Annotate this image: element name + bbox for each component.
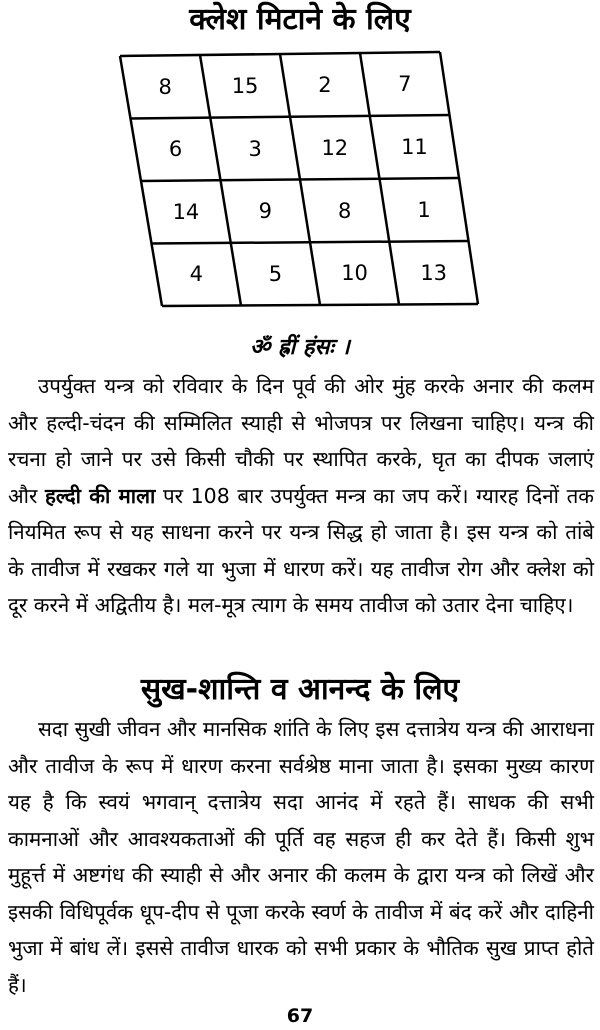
yantra-cell: 5 <box>268 261 283 286</box>
yantra-cell: 15 <box>231 73 259 98</box>
yantra-cell: 11 <box>401 134 428 159</box>
yantra-cell: 9 <box>258 199 272 224</box>
paragraph-klesh-part1: उपर्युक्त यन्त्र को रविवार के दिन पूर्व की ओर मुंह करके अनार की कलम और हल्दी-चंदन की सम्मिलित स्याही से भोजपत्र पर लिखना चाहिए। यन्त्र की रचना हो जाने पर उसे किसी चौकी पर स्थापित करके, घृत का दीपक जलाएं और <box>8 374 594 508</box>
yantra-cell: 12 <box>321 135 349 160</box>
paragraph-klesh-part2: पर 108 बार उपर्युक्त मन्त्र का जप करें। ग्यारह दिनों तक नियमित रूप से यह साधना करने पर यन्त्र सिद्ध हो जाता है। इस यन्त्र को तांबे के तावीज में रखकर गले या भुजा में धारण करें। यह तावीज रोग और क्लेश को दूर करने में अद्वितीय है। मल-मूत्र त्याग के समय तावीज को उतार देना चाहिए। <box>8 483 595 617</box>
paragraph-sukh-shanti: सदा सुखी जीवन और मानसिक शांति के लिए इस दत्तात्रेय यन्त्र की आराधना और तावीज के रूप में धारण करना सर्वश्रेष्ठ माना जाता है। इसका मुख्य कारण यह है कि स्वयं भगवान् दत्तात्रेय सदा आनंद में रहते हैं। साधक की सभी कामनाओं और आवश्यकताओं की पूर्ति वह सहज ही कर देते हैं। किसी शुभ मुहूर्त्त में अष्टगंध की स्याही से और अनार की कलम के द्वारा यन्त्र को लिखें और इसकी विधिपूर्वक धूप-दीप से पूजा करके स्वर्ण के तावीज में बंद करें और दाहिनी भुजा में बांध लें। इससे तावीज धारक को सभी प्रकार के भौतिक सुख प्राप्त होते हैं। <box>8 717 594 997</box>
yantra-cell: 2 <box>318 72 332 97</box>
yantra-cell: 7 <box>398 71 412 96</box>
yantra-cell: 1 <box>417 197 431 222</box>
yantra-cell: 3 <box>248 136 262 161</box>
section-title-klesh: क्लेश मिटाने के लिए <box>189 2 411 37</box>
yantra-cell: 8 <box>158 74 172 99</box>
yantra-grid <box>118 50 480 308</box>
yantra-cell: 10 <box>341 261 368 286</box>
yantra-cell: 14 <box>172 199 200 224</box>
mantra-text: ॐ ह्रीं हंसः । <box>250 335 350 360</box>
yantra-cell: 13 <box>420 260 448 285</box>
page-number: 67 <box>286 1005 314 1027</box>
paragraph-klesh-bold: हल्दी की माला <box>45 483 156 508</box>
paragraph-klesh <box>8 368 594 624</box>
yantra-cell: 8 <box>338 198 352 223</box>
yantra-cell: 6 <box>168 137 183 162</box>
section-title-sukh-shanti: सुख-शान्ति व आनन्द के लिए <box>140 672 460 707</box>
yantra-cell: 4 <box>189 262 203 287</box>
